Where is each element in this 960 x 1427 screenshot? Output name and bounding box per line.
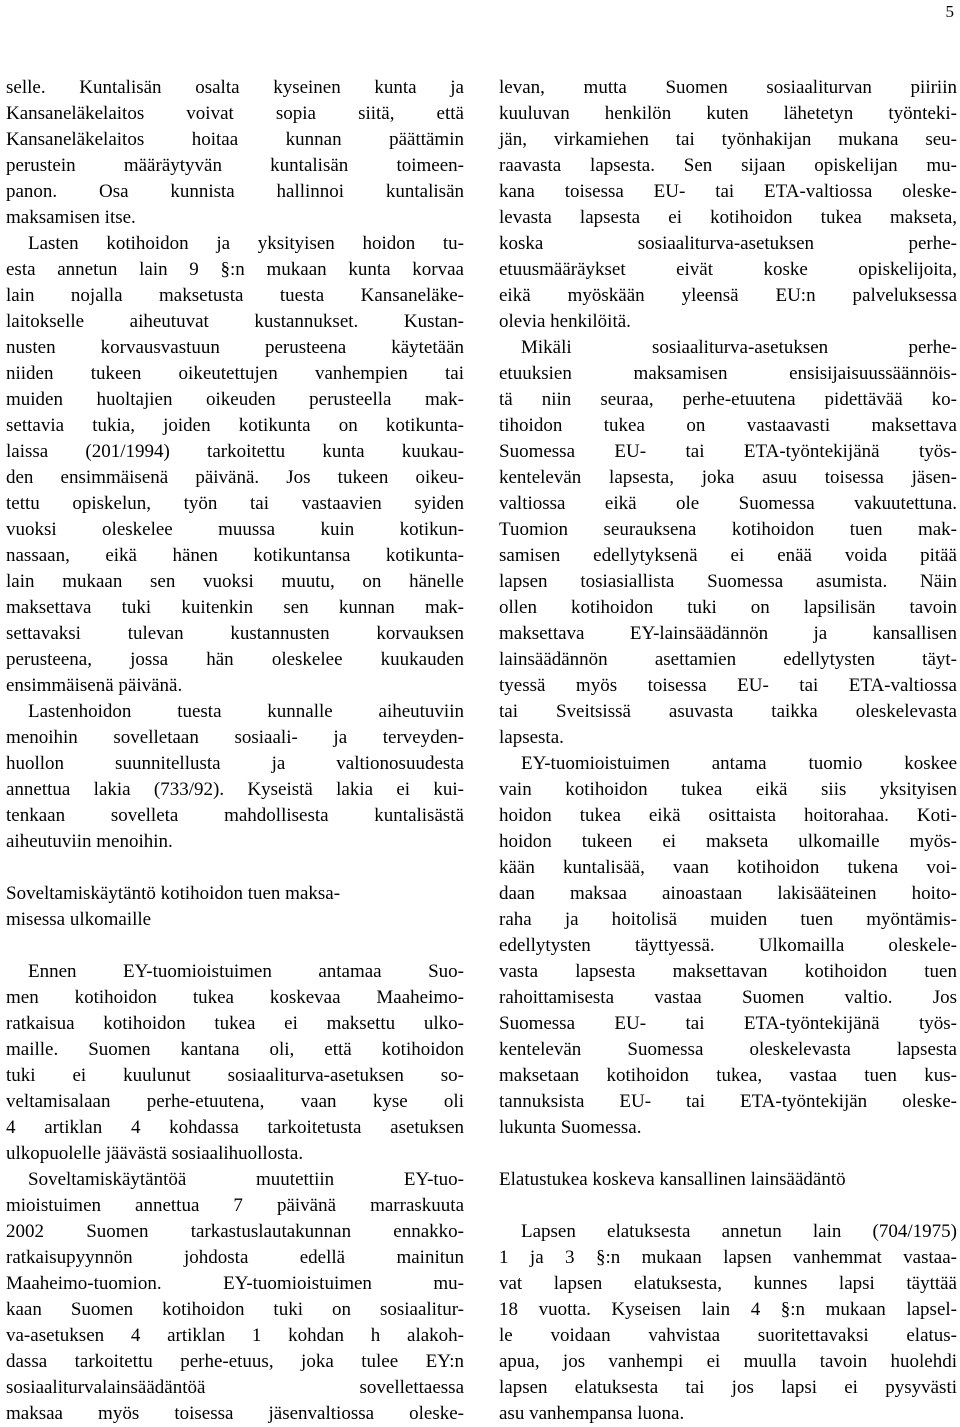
text-line: menoihin sovelletaan sosiaali- ja terveyden- [6,727,464,748]
text-line: edellytysten täyttyessä. Ulkomailla oleskele- [499,935,957,956]
text-line: raavasta lapsesta. Sen sijaan opiskelijan mu- [499,155,957,176]
text-line: kana toisessa EU- tai ETA-valtiossa oleske- [499,181,957,202]
text-line: daan maksaa ainoastaan lakisääteinen hoito- [499,883,957,904]
text-line: Lastenhoidon tuesta kunnalle aiheutuviin [28,701,464,722]
text-line: 1 ja 3 §:n mukaan lapsen vanhemmat vastaa- [499,1247,957,1268]
text-line: levan, mutta Suomen sosiaaliturvan piiriin [499,77,957,98]
text-line: maille. Suomen kantana oli, että kotihoidon [6,1039,464,1060]
text-line: tihoidon tukea on vastaavasti maksettava [499,415,957,436]
text-line: tai Sveitsissä asuvasta taikka oleskelevasta [499,701,957,722]
text-line: kään kuntalisää, vaan kotihoidon tukena voi- [499,857,957,878]
text-line: Mikäli sosiaaliturva-asetuksen perhe- [521,337,957,358]
text-line: tä niin seuraa, perhe-etuutena pidettävää ko- [499,389,957,410]
text-line: ulkopuolelle jäävästä sosiaalihuollosta. [6,1143,304,1164]
text-line: muiden huoltajien oikeuden perusteella mak- [6,389,464,410]
text-line: asu vanhempansa luona. [499,1403,685,1424]
text-line: Ennen EY-tuomioistuimen antamaa Suo- [28,961,464,982]
right-column [499,75,957,1427]
text-line: vain kotihoidon tukea eikä siis yksityisen [499,779,957,800]
text-line: olevia henkilöitä. [499,311,631,332]
text-line: kentelevän Suomessa oleskelevasta lapsesta [499,1039,957,1060]
section-heading: Elatustukea koskeva kansallinen lainsäädäntö [499,1169,846,1190]
text-line: Soveltamiskäytäntöä muutettiin EY-tuo- [28,1169,464,1190]
section-heading: misessa ulkomaille [6,909,152,930]
text-line: levasta lapsesta ei kotihoidon tukea makseta, [499,207,957,228]
text-line: nassaan, eikä hänen kotikuntansa kotikunta- [6,545,464,566]
text-line: maksettava tuki kuitenkin sen kunnan mak- [6,597,464,618]
text-line: ratkaisua kotihoidon tukea ei maksettu ulko- [6,1013,464,1034]
text-line: maksamisen itse. [6,207,136,228]
text-line: Lasten kotihoidon ja yksityisen hoidon tu- [28,233,464,254]
text-line: tettu opiskelun, työn tai vastaavien syiden [6,493,464,514]
section-heading: Soveltamiskäytäntö kotihoidon tuen maksa- [6,883,341,904]
text-line: rahoittamisesta vastaa Suomen valtio. Jos [499,987,957,1008]
text-line: niiden tukeen oikeutettujen vanhempien tai [6,363,464,384]
text-line: lainsäädännön asettamien edellytysten täyt- [499,649,957,670]
text-line: koska sosiaaliturva-asetuksen perhe- [499,233,957,254]
text-line: settavaksi tulevan kustannusten korvauksen [6,623,464,644]
text-line: etuusmääräykset eivät koske opiskelijoita, [499,259,957,280]
text-line: ratkaisupyynnön johdosta edellä mainitun [6,1247,464,1268]
text-line: Suomessa EU- tai ETA-työntekijänä työs- [499,441,957,462]
text-line: vat lapsen elatuksesta, kunnes lapsi täyttää [499,1273,957,1294]
text-line: maksaa myös toisessa jäsenvaltiossa oleske- [6,1403,464,1424]
text-line: ollen kotihoidon tuki on lapsilisän tavoin [499,597,957,618]
text-line: men kotihoidon tukea koskevaa Maaheimo- [6,987,464,1008]
text-line: vasta lapsesta maksettavan kotihoidon tuen [499,961,957,982]
text-line: laissa (201/1994) tarkoitettu kunta kuukau- [6,441,464,462]
text-line: tenkaan sovelleta mahdollisesta kuntalisästä [6,805,464,826]
text-line: tannuksista EU- tai ETA-työntekijän oleske- [499,1091,957,1112]
text-line: va-asetuksen 4 artiklan 1 kohdan h alakoh- [6,1325,464,1346]
text-line: tyessä myös toisessa EU- tai ETA-valtiossa [499,675,957,696]
text-line: sosiaaliturvalainsäädäntöä sovellettaessa [6,1377,464,1398]
text-line: lapsen tosiasiallista Suomessa asumista. Näin [499,571,957,592]
text-line: lain nojalla maksetusta tuesta Kansaneläke- [6,285,464,306]
page-number: 5 [945,2,954,21]
text-line: 2002 Suomen tarkastuslautakunnan ennakko- [6,1221,464,1242]
text-line: aiheutuviin menoihin. [6,831,173,852]
left-column [6,75,464,1427]
text-line: nusten korvausvastuun perusteena käytetään [6,337,464,358]
text-line: kaan Suomen kotihoidon tuki on sosiaalitur- [6,1299,464,1320]
text-line: lukunta Suomessa. [499,1117,642,1138]
text-line: panon. Osa kunnista hallinnoi kuntalisän [6,181,464,202]
text-line: den ensimmäisenä päivänä. Jos tukeen oikeu- [6,467,464,488]
text-line: raha ja hoitolisä muiden tuen myöntämis- [499,909,957,930]
text-line: laitokselle aiheutuvat kustannukset. Kustan- [6,311,464,332]
text-line: kuuluvan henkilön kuten lähetetyn työnteki- [499,103,957,124]
text-line: Kansaneläkelaitos hoitaa kunnan päättämin [6,129,464,150]
text-line: lain mukaan sen vuoksi muutu, on hänelle [6,571,464,592]
text-line: 18 vuotta. Kyseisen lain 4 §:n mukaan lapsel- [499,1299,957,1320]
text-line: hoidon tukea eikä osittaista hoitorahaa. Koti- [499,805,957,826]
text-line: Maaheimo-tuomion. EY-tuomioistuimen mu- [6,1273,464,1294]
text-line: mioistuimen annettua 7 päivänä marraskuuta [6,1195,464,1216]
text-line: kentelevän lapsesta, joka asuu toisessa jäsen- [499,467,957,488]
text-line: 4 artiklan 4 kohdassa tarkoitetusta asetuksen [6,1117,464,1138]
text-line: selle. Kuntalisän osalta kyseinen kunta ja [6,77,464,98]
text-line: eikä myöskään yleensä EU:n palveluksessa [499,285,957,306]
text-line: samisen edellytyksenä ei enää voida pitää [499,545,957,566]
text-line: esta annetun lain 9 §:n mukaan kunta korvaa [6,259,464,280]
text-line: annettua lakia (733/92). Kyseistä lakia ei kui- [6,779,464,800]
text-line: Kansaneläkelaitos voivat sopia siitä, että [6,103,464,124]
text-line: hoidon tukeen ei makseta ulkomaille myös- [499,831,957,852]
text-line: lapsesta. [499,727,564,748]
text-line: maksettava EY-lainsäädännön ja kansallisen [499,623,957,644]
text-line: tuki ei kuulunut sosiaaliturva-asetuksen so- [6,1065,464,1086]
text-line: apua, jos vanhempi ei muulla tavoin huolehdi [499,1351,957,1372]
text-line: maksetaan kotihoidon tukea, vastaa tuen kus- [499,1065,957,1086]
text-line: valtiossa eikä ole Suomessa vakuutettuna. [499,493,957,514]
text-line: perusteena, jossa hän oleskelee kuukauden [6,649,464,670]
text-line: vuoksi oleskelee muussa kuin kotikun- [6,519,464,540]
text-line: EY-tuomioistuimen antama tuomio koskee [521,753,957,774]
text-line: le voidaan vahvistaa suoritettavaksi elatus- [499,1325,957,1346]
text-line: huollon suunnitellusta ja valtionosuudesta [6,753,464,774]
text-line: etuuksien maksamisen ensisijaisuussäännöis- [499,363,957,384]
text-line: dassa tarkoitettu perhe-etuus, joka tulee EY:n [6,1351,464,1372]
text-line: Tuomion seurauksena kotihoidon tuen mak- [499,519,957,540]
text-line: Lapsen elatuksesta annetun lain (704/1975) [521,1221,957,1242]
text-line: veltamisalaan perhe-etuutena, vaan kyse oli [6,1091,464,1112]
text-line: Suomessa EU- tai ETA-työntekijänä työs- [499,1013,957,1034]
text-line: ensimmäisenä päivänä. [6,675,183,696]
text-line: lapsen elatuksesta tai jos lapsi ei pysyvästi [499,1377,957,1398]
text-line: settavia tukia, joiden kotikunta on kotikunta- [6,415,464,436]
text-line: perustein määräytyvän kuntalisän toimeen- [6,155,464,176]
text-line: jän, virkamiehen tai työnhakijan mukana seu- [499,129,957,150]
